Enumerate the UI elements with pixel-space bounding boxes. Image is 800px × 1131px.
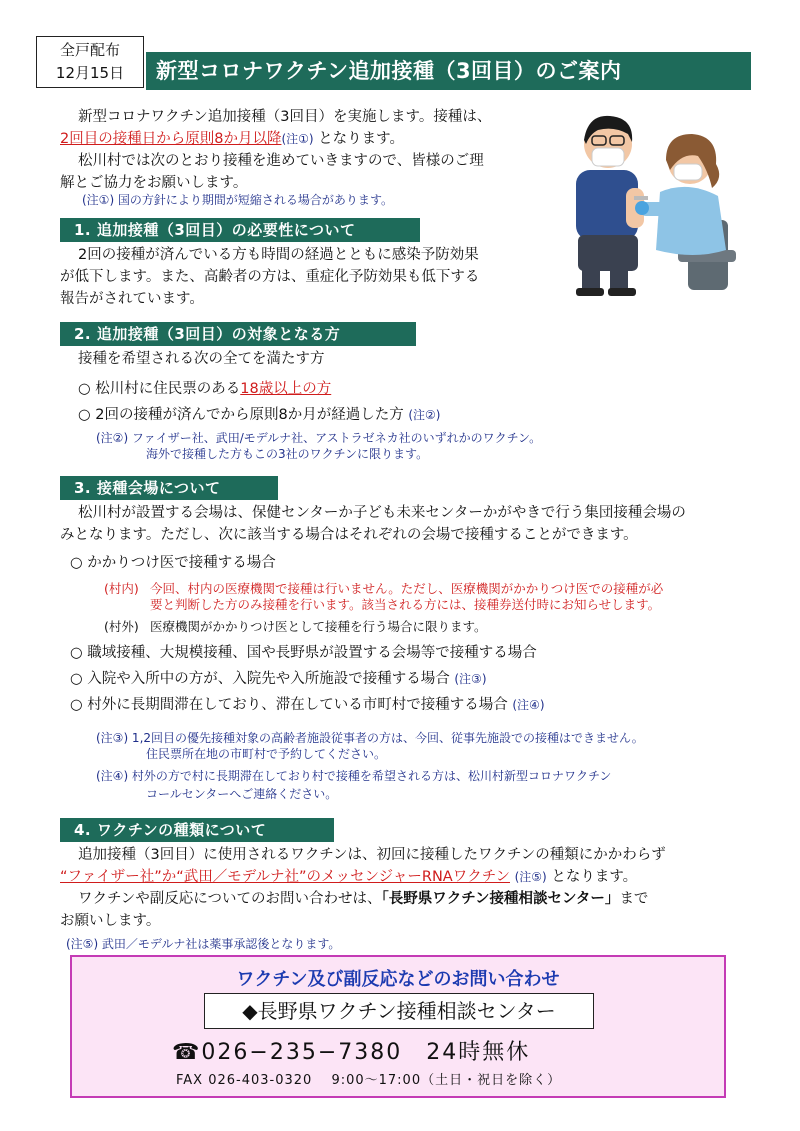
- eligibility-item-2: [78, 404, 440, 426]
- distribution-date: 12月15日: [55, 64, 125, 82]
- section-4-line-2-rest: となります。: [551, 869, 638, 885]
- footnote-2-line-1: (注②) ファイザー社、武田/モデルナ社、アストラゼネカ社のいずれかのワクチン。: [96, 431, 542, 445]
- venue-item-4: [70, 694, 545, 716]
- village-in-line-2: 要と判断した方のみ接種を行います。該当される方には、接種券送付時にお知らせします。: [150, 597, 661, 612]
- distribution-badge: [36, 36, 144, 88]
- eligibility-item-1-text: ○ 松川村に住民票のある: [78, 381, 241, 397]
- section-4-line-1: 追加接種（3回目）に使用されるワクチンは、初回に接種したワクチンの種類にかかわらず: [78, 847, 666, 863]
- distribution-label: 全戸配布: [59, 41, 120, 59]
- intro-line-3: 松川村では次のとおり接種を進めていきますので、皆様のご理: [78, 153, 484, 169]
- note-ref-4: (注④): [512, 698, 545, 712]
- footnote-5: (注⑤) 武田／モデルナ社は薬事承認後となります。: [66, 937, 341, 951]
- village-in-label: (村内): [104, 581, 139, 596]
- intro-line-1: 新型コロナワクチン追加接種（3回目）を実施します。接種は、: [78, 109, 492, 125]
- consult-center-emphasis: 「長野県ワクチン接種相談センター」: [381, 891, 620, 907]
- section-1-heading: 1. 追加接種（3回目）の必要性について: [60, 218, 420, 242]
- footnote-4-line-1: (注④) 村外の方で村に長期滞在しており村で接種を希望される方は、松川村新型コロナワクチン: [96, 769, 612, 783]
- page-title: 新型コロナワクチン追加接種（3回目）のご案内: [146, 52, 751, 90]
- note-ref-5: (注⑤): [514, 870, 547, 884]
- intro-line-2: [60, 128, 404, 150]
- section-4-line-3-rest: まで: [619, 891, 649, 907]
- footnote-3-line-1: (注③) 1,2回目の優先接種対象の高齢者施設従事者の方は、今回、従事先施設での接種はできません。: [96, 731, 644, 745]
- venue-item-2: ○ 職域接種、大規模接種、国や長野県が設置する会場等で接種する場合: [70, 645, 537, 661]
- vaccine-emphasis: “ファイザー社”か“武田／モデルナ社”のメッセンジャーRNAワクチン: [60, 869, 510, 885]
- section-1-line-1: 2回の接種が済んでいる方も時間の経過とともに感染予防効果: [78, 247, 479, 263]
- section-4-line-2: [60, 866, 637, 888]
- footnote-3-line-2: 住民票所在地の市町村で予約してください。: [146, 747, 387, 761]
- village-in-line-1: 今回、村内の医療機関で接種は行いません。ただし、医療機関がかかりつけ医での接種が必: [150, 581, 664, 596]
- vaccination-illustration: [548, 100, 758, 300]
- venue-item-3-text: ○ 入院や入所中の方が、入院先や入所施設で接種する場合: [70, 671, 450, 687]
- contact-box: [70, 955, 726, 1098]
- venue-item-4-text: ○ 村外に長期間滞在しており、滞在している市町村で接種する場合: [70, 697, 508, 713]
- note-ref-2: (注②): [408, 408, 441, 422]
- section-4-heading: 4. ワクチンの種類について: [60, 818, 334, 842]
- contact-fax: FAX 026-403-0320 9:00〜17:00（土日・祝日を除く）: [176, 1073, 562, 1088]
- contact-phone: ☎026−235−7380 24時無休: [172, 1040, 531, 1065]
- footnote-4-line-2: コールセンターへご連絡ください。: [146, 787, 338, 801]
- footnote-1: (注①) 国の方針により期間が短縮される場合があります。: [82, 193, 393, 207]
- contact-center-name: ◆長野県ワクチン接種相談センター: [204, 993, 594, 1029]
- section-1-line-2: が低下します。また、高齢者の方は、重症化予防効果も低下する: [60, 269, 480, 285]
- section-3-heading: 3. 接種会場について: [60, 476, 278, 500]
- section-1-line-3: 報告がされています。: [60, 291, 204, 307]
- eligibility-item-2-text: ○ 2回の接種が済んでから原則8か月が経過した方: [78, 407, 404, 423]
- eligibility-item-1: [78, 378, 331, 400]
- section-2-heading: 2. 追加接種（3回目）の対象となる方: [60, 322, 416, 346]
- venue-item-1: ○ かかりつけ医で接種する場合: [70, 555, 276, 571]
- venue-item-3: [70, 668, 487, 690]
- intro-line-2-rest: となります。: [318, 131, 405, 147]
- intro-line-4: 解とご協力をお願いします。: [60, 175, 248, 191]
- contact-title: ワクチン及び副反応などのお問い合わせ: [236, 969, 560, 990]
- section-3-line-2: みとなります。ただし、次に該当する場合はそれぞれの会場で接種することができます。: [60, 527, 638, 543]
- interval-emphasis: 2回目の接種日から原則8か月以降: [60, 131, 282, 147]
- age-emphasis: 18歳以上の方: [240, 381, 332, 397]
- section-4-line-3: [78, 888, 648, 910]
- section-4-line-4: お願いします。: [60, 913, 161, 929]
- note-ref-1: (注①): [281, 132, 314, 146]
- section-3-line-1: 松川村が設置する会場は、保健センターか子ども未来センターかがやきで行う集団接種会場の: [78, 505, 686, 521]
- footnote-2-line-2: 海外で接種した方もこの3社のワクチンに限ります。: [146, 447, 429, 461]
- section-4-line-3-text: ワクチンや副反応についてのお問い合わせは、: [78, 891, 382, 907]
- village-out-text: 医療機関がかかりつけ医として接種を行う場合に限ります。: [150, 619, 487, 634]
- note-ref-3: (注③): [454, 672, 487, 686]
- section-2-lead: 接種を希望される次の全てを満たす方: [78, 351, 325, 367]
- village-out-label: (村外): [104, 619, 139, 634]
